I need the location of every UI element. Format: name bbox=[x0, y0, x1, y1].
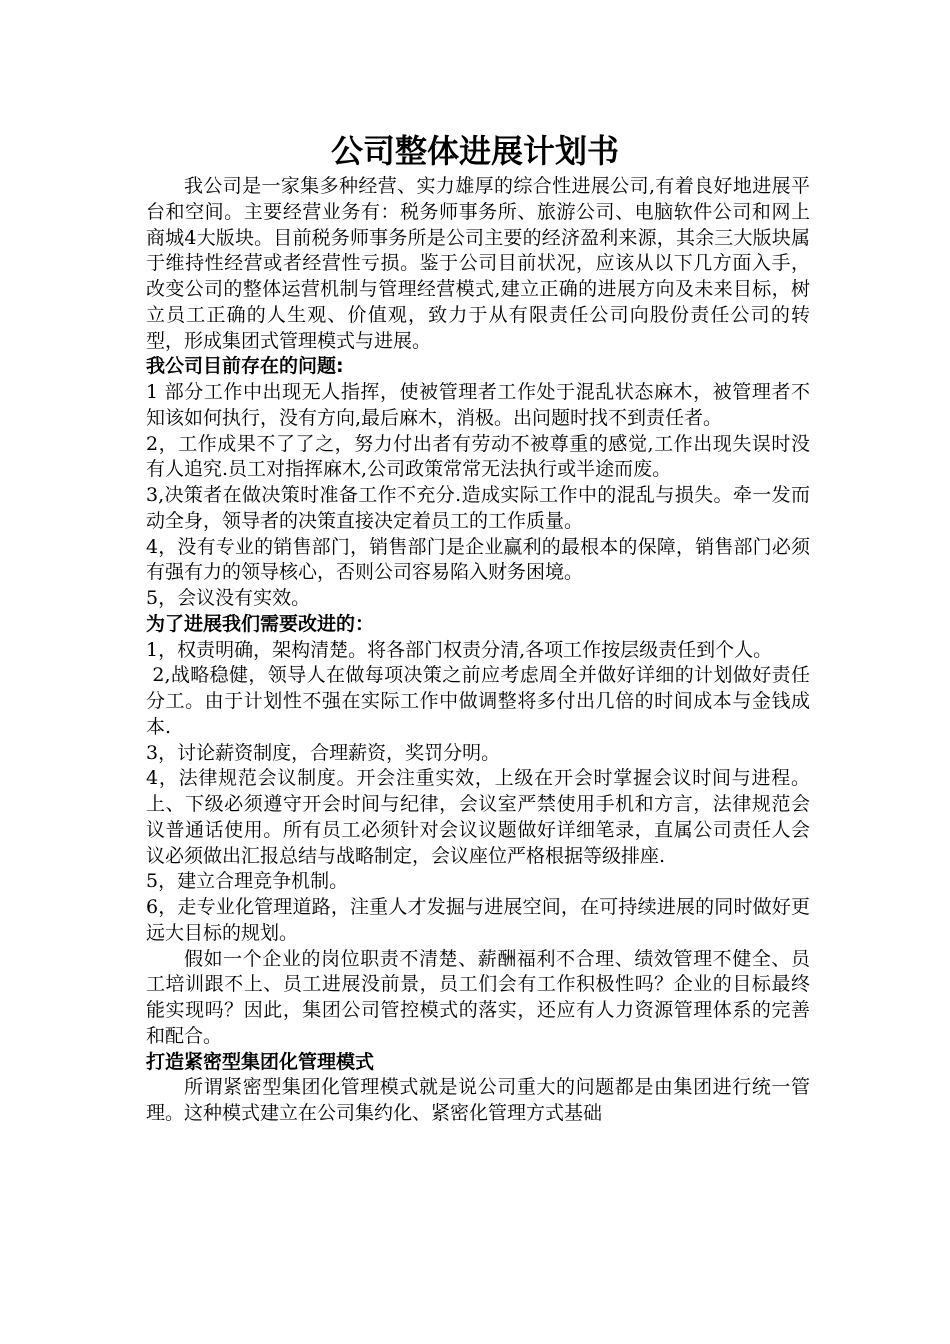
problem-item-4: 4，没有专业的销售部门，销售部门是企业赢利的最根本的保障，销售部门必须有强有力的领导核心，否则公司容易陷入财务困境。 bbox=[146, 535, 810, 584]
problem-item-2: 2，工作成果不了了之，努力付出者有劳动不被尊重的感觉,工作出现失误时没有人追究.员工对指挥麻木,公司政策常常无法执行或半途而废。 bbox=[146, 432, 810, 481]
section-heading-improvements: 为了进展我们需要改进的： bbox=[146, 612, 375, 635]
problem-item-3: 3,决策者在做决策时准备工作不充分.造成实际工作中的混乱与损失。牵一发而动全身，领导者的决策直接决定着员工的工作质量。 bbox=[146, 484, 810, 532]
improvement-item-2: 2,战略稳健，领导人在做每项决策之前应考虑周全并做好详细的计划做好责任分工。由于计划性不强在实际工作中做调整将多付出几倍的时间成本与金钱成本. bbox=[146, 664, 810, 738]
improvement-item-3: 3，讨论薪资制度，合理薪资，奖罚分明。 bbox=[146, 741, 501, 764]
problem-item-5: 5，会议没有实效。 bbox=[146, 587, 311, 609]
improvement-item-5: 5，建立合理竞争机制。 bbox=[146, 870, 349, 893]
document-body bbox=[146, 174, 810, 1127]
improvement-item-6: 6，走专业化管理道路，注重人才发掘与进展空间，在可持续进展的同时做好更远大目标的规划。 bbox=[146, 896, 810, 944]
problem-item-1: 1 部分工作中出现无人指挥，使被管理者工作处于混乱状态麻木，被管理者不知该如何执行，没有方向,最后麻木，消极。出问题时找不到责任者。 bbox=[146, 381, 810, 429]
section-heading-management-model: 打造紧密型集团化管理模式 bbox=[146, 1050, 375, 1073]
closing-paragraph: 假如一个企业的岗位职责不清楚、薪酬福利不合理、绩效管理不健全、员工培训跟不上、员工进展没前景，员工们会有工作积极性吗？企业的目标最终能实现吗？因此，集团公司管控模式的落实，还应有人力资源管理体系的完善和配合。 bbox=[146, 947, 810, 1047]
improvement-item-4: 4，法律规范会议制度。开会注重实效，上级在开会时掌握会议时间与进程。上、下级必须遵守开会时间与纪律，会议室严禁使用手机和方言，法律规范会议普通话使用。所有员工必须针对会议议题做好详细笔录，直属公司责任人会议必须做出汇报总结与战略制定，会议座位严格根据等级排座. bbox=[146, 767, 810, 867]
improvement-item-1: 1，权责明确，架构清楚。将各部门权责分清,各项工作按层级责任到个人。 bbox=[146, 638, 773, 661]
intro-paragraph: 我公司是一家集多种经营、实力雄厚的综合性进展公司,有着良好地进展平台和空间。主要经营业务有：税务师事务所、旅游公司、电脑软件公司和网上商城4大版块。目前税务师事务所是公司主要的经济盈利来源，其余三大版块属于维持性经营或者经营性亏损。鉴于公司目前状况，应该从以下几方面入手，改变公司的整体运营机制与管理经营模式,建立正确的进展方向及未来目标，树立员工正确的人生观、价值观，致力于从有限责任公司向股份责任公司的转型，形成集团式管理模式与进展。 bbox=[146, 175, 810, 352]
management-model-paragraph: 所谓紧密型集团化管理模式就是说公司重大的问题都是由集团进行统一管理。这种模式建立在公司集约化、紧密化管理方式基础 bbox=[146, 1076, 810, 1124]
section-heading-problems: 我公司目前存在的问题: bbox=[146, 355, 344, 378]
document-title: 公司整体进展计划书 bbox=[330, 132, 619, 170]
